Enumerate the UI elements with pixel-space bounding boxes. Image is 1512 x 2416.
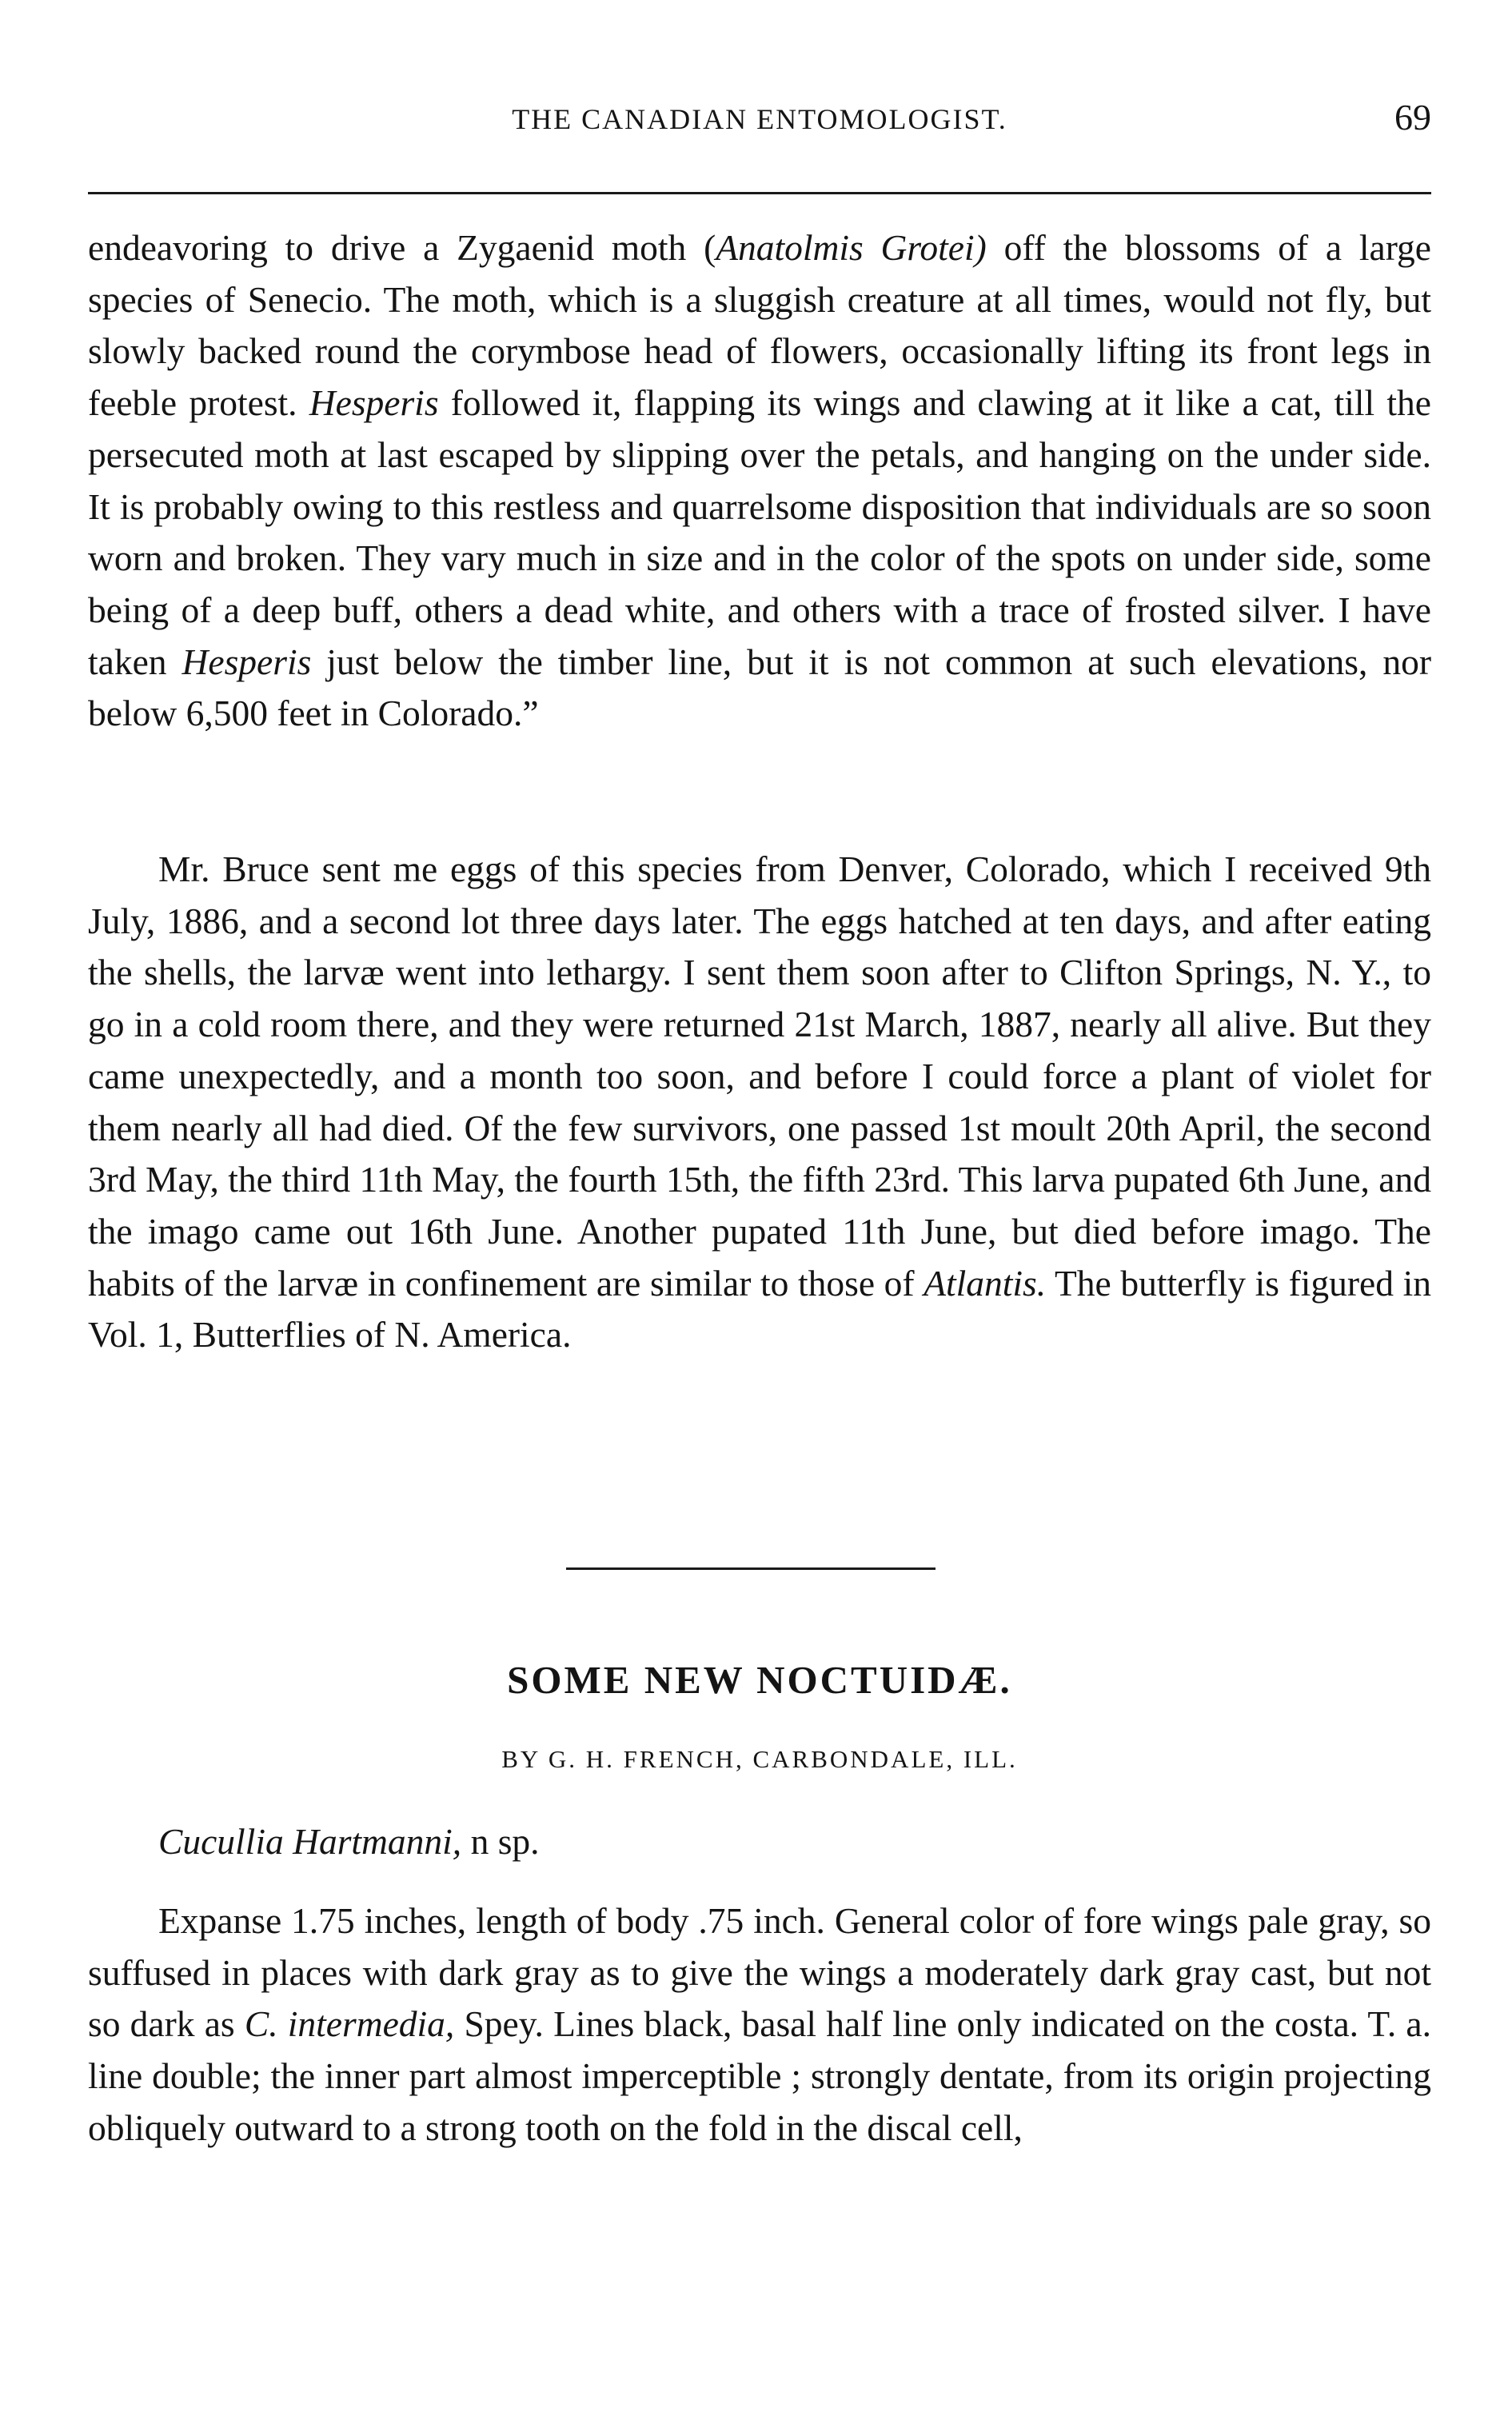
species-name-italic: C. intermedia, bbox=[244, 2003, 455, 2045]
section-divider bbox=[566, 1567, 936, 1570]
paragraph-larvae-rearing bbox=[88, 844, 1431, 1361]
genus-name-italic: Hesperis bbox=[309, 382, 439, 424]
genus-name-italic: Atlantis. bbox=[924, 1262, 1047, 1304]
header-rule bbox=[88, 192, 1431, 194]
species-status: n sp. bbox=[461, 1821, 540, 1862]
species-name-italic: Anatolmis Grotei) bbox=[716, 227, 987, 268]
species-heading bbox=[158, 1816, 540, 1868]
species-name-italic: Cucullia Hartmanni, bbox=[158, 1821, 462, 1862]
text-run: followed it, flapping its wings and clawing at it like a cat, till the persecuted moth at last escaped by slipping over the petals, and hanging on the under side. It is probably owing to this restless and quarrelsome disposition that individuals are so soon worn and broken. They vary much in size and in the color of the spots on under side, some being of a deep buff, others a dead white, and others with a trace of frosted silver. I have taken bbox=[88, 382, 1431, 682]
paragraph-hesperis-behavior bbox=[88, 222, 1431, 740]
genus-name-italic: Hesperis bbox=[182, 641, 312, 682]
text-run: just below the timber line, but it is not common at such elevations, nor below 6,500 feet in Colorado.” bbox=[88, 641, 1431, 734]
section-title: SOME NEW NOCTUIDÆ. bbox=[507, 1658, 1012, 1702]
text-run: Mr. Bruce sent me eggs of this species from Denver, Colorado, which I received 9th July, 1886, and a second lot three days later. The eggs hatched at ten days, and after eating the shells, the larvæ went into lethargy. I sent them soon after to Clifton Springs, N. Y., to go in a cold room there, and they were returned 21st March, 1887, nearly all alive. But they came unexpectedly, and a month too soon, and before I could force a plant of violet for them nearly all had died. Of the few survivors, one passed 1st moult 20th April, the second 3rd May, the third 11th May, the fourth 15th, the fifth 23rd. This larva pupated 6th June, and the imago came out 16th June. Another pupated 11th June, but died before imago. The habits of the larvæ in confinement are similar to those of bbox=[88, 849, 1431, 1304]
running-title: THE CANADIAN ENTOMOLOGIST. bbox=[512, 103, 1007, 135]
text-run: Spey. Lines black, basal half line only indicated on the costa. T. a. line double; the inner part almost imperceptible ; strongly dentate, from its origin projecting obliquely outward to a strong tooth on the fold in the discal cell, bbox=[88, 2003, 1431, 2148]
paragraph-species-description bbox=[88, 1895, 1431, 2154]
text-run: Expanse 1.75 inches, length of body .75 inch. General color of fore wings pale gray, so suffused in places with dark gray as to give the wings a moderately dark gray cast, but not so dark as bbox=[88, 1900, 1431, 2045]
author-byline: BY G. H. FRENCH, CARBONDALE, ILL. bbox=[501, 1745, 1018, 1773]
text-run: off the blossoms of a large species of Senecio. The moth, which is a sluggish creature at all times, would not fly, but slowly backed round the corymbose head of flowers, occasionally lifting its front legs in feeble protest. bbox=[88, 227, 1431, 424]
text-run: The butterfly is figured in Vol. 1, Butterflies of N. America. bbox=[88, 1262, 1432, 1356]
page-number: 69 bbox=[1394, 97, 1431, 138]
page-header bbox=[88, 97, 1431, 150]
text-run: endeavoring to drive a Zygaenid moth ( bbox=[88, 227, 716, 268]
